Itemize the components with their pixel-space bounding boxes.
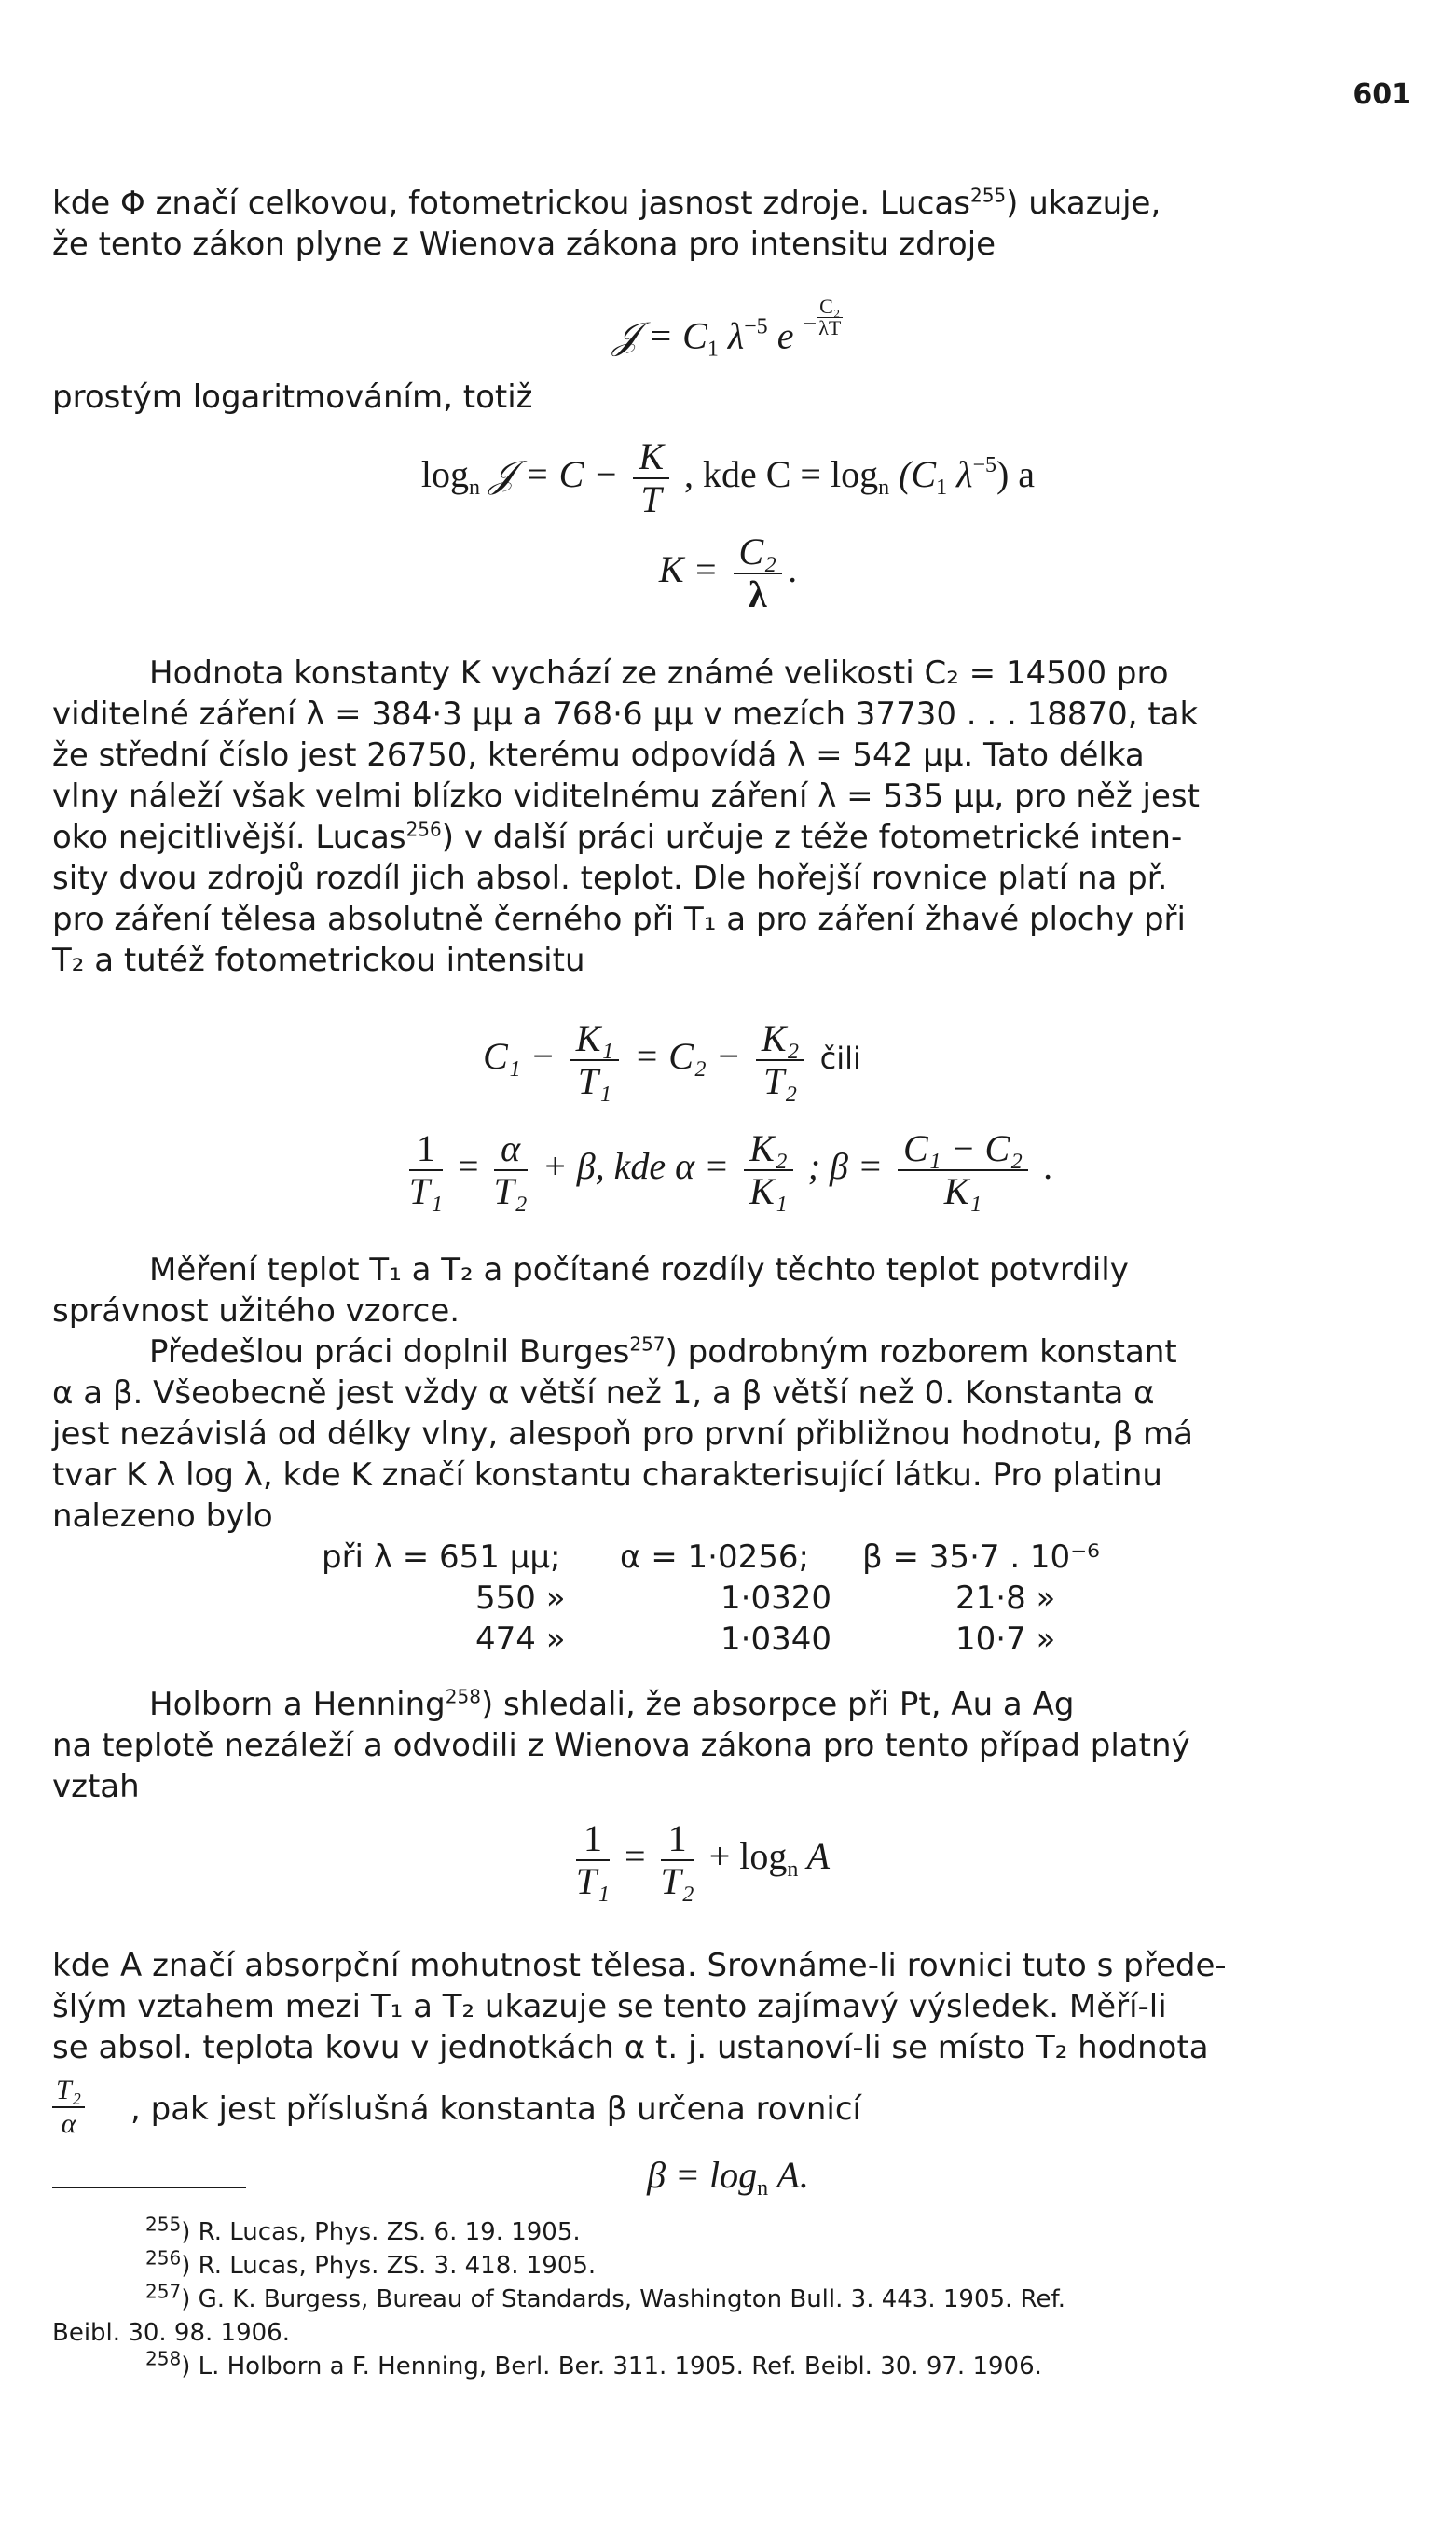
frac-num: K₁ bbox=[570, 1018, 620, 1061]
text-line: oko nejcitlivější. Lucas bbox=[52, 819, 406, 856]
table-cell: 10·7 » bbox=[955, 1621, 1056, 1658]
paragraph-intro bbox=[52, 183, 1404, 265]
text-line: pro záření tělesa absolutně černého při T₁ a pro záření žhavé plochy při bbox=[52, 901, 1186, 938]
table-cell: β = 35·7 . 10⁻⁶ bbox=[862, 1538, 1100, 1576]
eq-term: + β, kde α = bbox=[532, 1145, 739, 1188]
eq-frac bbox=[633, 436, 669, 520]
frac-den: T bbox=[640, 478, 662, 520]
text-line: ) shledali, že absorpce při Pt, Au a Ag bbox=[480, 1686, 1075, 1723]
equation-relation bbox=[0, 1128, 1456, 1212]
table-cell: α = 1·0256; bbox=[620, 1538, 809, 1576]
eq-frac bbox=[494, 1128, 528, 1212]
eq-term: . bbox=[788, 548, 798, 591]
frac-den: T₁ bbox=[575, 1860, 611, 1902]
footnote-number: 257 bbox=[145, 2280, 182, 2303]
table-cell: 474 » bbox=[475, 1621, 566, 1658]
eq-frac bbox=[756, 1018, 805, 1102]
paragraph-holborn bbox=[52, 1684, 1404, 1807]
frac-den: λT bbox=[818, 316, 842, 339]
frac-den: T₂ bbox=[493, 1170, 528, 1212]
text-line: Hodnota konstanty K vychází ze známé velikosti C₂ = 14500 pro bbox=[149, 655, 1169, 692]
eq-term: 𝒥 = C − bbox=[480, 453, 628, 496]
eq-term: β = log bbox=[647, 2154, 758, 2196]
eq-term: čili bbox=[810, 1041, 861, 1077]
footnote-number: 258 bbox=[145, 2347, 182, 2370]
paragraph-constant bbox=[52, 653, 1404, 981]
eq-frac bbox=[570, 1018, 620, 1102]
eq-term: + log bbox=[699, 1835, 788, 1878]
frac-den: T₂ bbox=[660, 1860, 694, 1902]
frac-den: λ bbox=[749, 573, 767, 615]
eq-term: 𝒥 = C bbox=[612, 314, 707, 357]
text-line: Předešlou práci doplnil Burges bbox=[149, 1333, 630, 1371]
table-cell: 1·0340 bbox=[721, 1621, 831, 1658]
page-number: 601 bbox=[1353, 78, 1411, 111]
footnote-number: 256 bbox=[145, 2246, 182, 2270]
frac-num: C₂ bbox=[817, 297, 843, 318]
equation-absorption bbox=[0, 1818, 1428, 1902]
footnotes bbox=[52, 2215, 1404, 2383]
eq-sub: n bbox=[787, 1857, 799, 1883]
eq-sub: 1 bbox=[707, 337, 719, 362]
text-line: kde Φ značí celkovou, fotometrickou jasnost zdroje. Lucas bbox=[52, 185, 970, 222]
frac-num: K bbox=[633, 436, 669, 479]
footnote-ref: 257 bbox=[629, 1332, 666, 1356]
eq-term: = C₂ − bbox=[625, 1035, 750, 1078]
footnote-text: Beibl. 30. 98. 1906. bbox=[52, 2319, 290, 2347]
eq-term: A. bbox=[768, 2154, 809, 2196]
paragraph-burgess bbox=[52, 1331, 1404, 1537]
inline-fraction bbox=[52, 2075, 85, 2140]
footnote-ref: 256 bbox=[405, 818, 442, 841]
text-line: ) podrobným rozborem konstant bbox=[665, 1333, 1177, 1371]
paragraph-log: prostým logaritmováním, totiž bbox=[52, 379, 533, 416]
eq-frac bbox=[576, 1818, 610, 1902]
frac-den: α bbox=[61, 2108, 76, 2139]
text-line: sity dvou zdrojů rozdíl jich absol. teplot. Dle hořejší rovnice platí na př. bbox=[52, 860, 1168, 897]
table-cell: při λ = 651 μμ; bbox=[322, 1538, 561, 1576]
footnote-text: ) G. K. Burgess, Bureau of Standards, Washington Bull. 3. 443. 1905. Ref. bbox=[181, 2285, 1065, 2313]
eq-exp-frac bbox=[817, 297, 843, 338]
frac-num: 1 bbox=[576, 1818, 610, 1861]
eq-term: . bbox=[1034, 1145, 1053, 1188]
table-cell: 1·0320 bbox=[721, 1580, 831, 1617]
text-line: Holborn a Henning bbox=[149, 1686, 446, 1723]
text-line: vztah bbox=[52, 1768, 140, 1805]
frac-num: α bbox=[494, 1128, 528, 1171]
frac-den: T₂ bbox=[763, 1060, 798, 1102]
eq-frac bbox=[409, 1128, 443, 1212]
equation-equal-intensity bbox=[0, 1018, 1400, 1102]
footnote-number: 255 bbox=[145, 2213, 182, 2236]
eq-term: K = bbox=[658, 548, 728, 591]
paragraph-measurement bbox=[52, 1249, 1404, 1331]
equation-k bbox=[0, 531, 1456, 615]
text-line: ) v další práci určuje z téže fotometrické inten- bbox=[441, 819, 1183, 856]
table-cell: 21·8 » bbox=[955, 1580, 1056, 1617]
text-line: Měření teplot T₁ a T₂ a počítané rozdíly těchto teplot potvrdily bbox=[149, 1251, 1129, 1289]
footnote-text: ) R. Lucas, Phys. ZS. 3. 418. 1905. bbox=[181, 2252, 597, 2280]
eq-term: (C bbox=[889, 453, 937, 496]
table-cell: 550 » bbox=[475, 1580, 566, 1617]
text-line: kde A značí absorpční mohutnost tělesa. Srovnáme-li rovnici tuto s přede- bbox=[52, 1947, 1227, 1984]
eq-sub: 1 bbox=[936, 476, 948, 501]
eq-frac bbox=[661, 1818, 694, 1902]
frac-den: K₁ bbox=[749, 1170, 788, 1212]
eq-term: C₁ − bbox=[483, 1035, 565, 1078]
footnote-divider bbox=[52, 2187, 246, 2188]
eq-frac bbox=[898, 1128, 1028, 1212]
eq-minus: − bbox=[803, 310, 817, 338]
equation-wien bbox=[0, 297, 1456, 372]
text-line: nalezeno bylo bbox=[52, 1497, 273, 1535]
text-line: tvar K λ log λ, kde K značí konstantu charakterisující látku. Pro platinu bbox=[52, 1456, 1162, 1494]
text-line: α a β. Všeobecně jest vždy α větší než 1, a β větší než 0. Konstanta α bbox=[52, 1374, 1155, 1412]
text-line: šlým vztahem mezi T₁ a T₂ ukazuje se tento zajímavý výsledek. Měří-li bbox=[52, 1988, 1167, 2025]
eq-term: λ bbox=[947, 453, 973, 496]
eq-term: = bbox=[615, 1835, 655, 1878]
eq-sub: n bbox=[757, 2176, 769, 2201]
eq-term: log bbox=[420, 453, 470, 496]
frac-num: K₂ bbox=[756, 1018, 805, 1061]
frac-num: C₂ bbox=[734, 531, 783, 574]
eq-term: A bbox=[798, 1835, 831, 1878]
footnote-text: ) R. Lucas, Phys. ZS. 6. 19. 1905. bbox=[181, 2218, 581, 2246]
eq-term: ) a bbox=[996, 453, 1036, 496]
paragraph-result bbox=[52, 1945, 1404, 2068]
footnote-text: ) L. Holborn a F. Henning, Berl. Ber. 311. 1905. Ref. Beibl. 30. 97. 1906. bbox=[181, 2353, 1042, 2380]
eq-frac bbox=[734, 531, 783, 615]
eq-sub: n bbox=[469, 476, 481, 501]
eq-term: = bbox=[448, 1145, 488, 1188]
eq-term: ; β = bbox=[798, 1145, 892, 1188]
frac-den: T₁ bbox=[577, 1060, 612, 1102]
eq-frac bbox=[744, 1128, 793, 1212]
text-line: viditelné záření λ = 384·3 μμ a 768·6 μμ v mezích 37730 . . . 18870, tak bbox=[52, 696, 1199, 733]
frac-den: T₁ bbox=[408, 1170, 443, 1212]
text-line: že tento zákon plyne z Wienova zákona pro intensitu zdroje bbox=[52, 226, 996, 263]
equation-log bbox=[0, 436, 1456, 520]
frac-num: 1 bbox=[661, 1818, 694, 1861]
equation-beta bbox=[0, 2152, 1456, 2212]
text-line: ) ukazuje, bbox=[1006, 185, 1161, 222]
frac-num: 1 bbox=[409, 1128, 443, 1171]
text-line: na teplotě nezáleží a odvodili z Wienova zákona pro tento případ platný bbox=[52, 1727, 1190, 1764]
eq-sub: n bbox=[878, 476, 890, 501]
text-line: , pak jest příslušná konstanta β určena rovnicí bbox=[130, 2090, 861, 2128]
text-line: vlny náleží však velmi blízko viditelnému záření λ = 535 μμ, pro něž jest bbox=[52, 778, 1200, 815]
footnote-ref: 255 bbox=[969, 184, 1007, 207]
text-line: T₂ a tutéž fotometrickou intensitu bbox=[52, 942, 585, 979]
eq-term: λ bbox=[718, 314, 745, 357]
text-line: správnost užitého vzorce. bbox=[52, 1292, 460, 1330]
eq-term: e bbox=[767, 314, 794, 357]
text-line: jest nezávislá od délky vlny, alespoň pro první přibližnou hodnotu, β má bbox=[52, 1415, 1193, 1453]
text-line: se absol. teplota kovu v jednotkách α t. j. ustanoví-li se místo T₂ hodnota bbox=[52, 2029, 1209, 2066]
frac-den: K₁ bbox=[943, 1170, 982, 1212]
eq-exp: −5 bbox=[972, 453, 996, 478]
eq-term: , kde C = log bbox=[684, 453, 879, 496]
footnote-ref: 258 bbox=[445, 1685, 481, 1708]
eq-exp: −5 bbox=[744, 314, 768, 339]
frac-num: C₁ − C₂ bbox=[898, 1128, 1028, 1171]
text-line: že střední číslo jest 26750, kterému odpovídá λ = 542 μμ. Tato délka bbox=[52, 737, 1145, 774]
frac-num: T₂ bbox=[52, 2075, 85, 2108]
frac-num: K₂ bbox=[744, 1128, 793, 1171]
